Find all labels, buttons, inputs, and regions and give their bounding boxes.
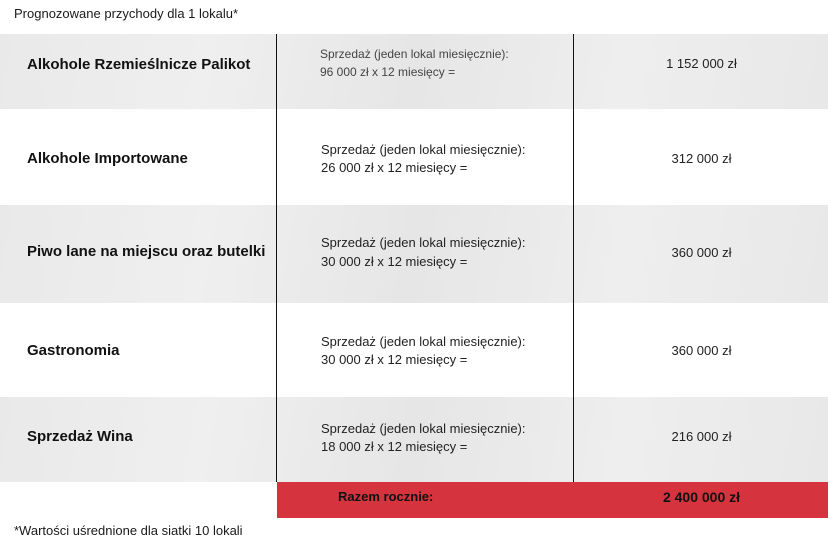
table-row: [0, 205, 828, 303]
amount: 1 152 000 zł: [666, 56, 737, 71]
amount: 216 000 zł: [671, 429, 732, 444]
column-divider-right: [573, 34, 574, 482]
total-value: 2 400 000 zł: [662, 489, 741, 505]
footnote: *Wartości uśrednione dla siatki 10 lokali: [14, 523, 243, 538]
calc-line-2: 26 000 zł x 12 miesięcy =: [321, 160, 468, 175]
calc-line-2: 18 000 zł x 12 miesięcy =: [321, 439, 468, 454]
amount: 360 000 zł: [671, 343, 732, 358]
amount: 312 000 zł: [671, 151, 732, 166]
table-row: [0, 303, 828, 397]
calc-line-1: Sprzedaż (jeden lokal miesięcznie):: [321, 235, 526, 250]
calc-line-2: 30 000 zł x 12 miesięcy =: [321, 254, 468, 269]
amount: 360 000 zł: [671, 245, 732, 260]
category-name: Alkohole Rzemieślnicze Palikot: [27, 56, 251, 73]
calc-line-1: Sprzedaż (jeden lokal miesięcznie):: [320, 47, 509, 61]
calc-line-1: Sprzedaż (jeden lokal miesięcznie):: [321, 421, 526, 436]
calc-line-1: Sprzedaż (jeden lokal miesięcznie):: [321, 334, 526, 349]
total-label: Razem rocznie:: [338, 489, 434, 504]
table-row: [0, 397, 828, 482]
calc-line-1: Sprzedaż (jeden lokal miesięcznie):: [321, 142, 526, 157]
category-name: Piwo lane na miejscu oraz butelki: [27, 243, 266, 260]
column-divider-left: [276, 34, 277, 482]
category-name: Alkohole Importowane: [27, 150, 188, 167]
calc-line-2: 30 000 zł x 12 miesięcy =: [321, 352, 468, 367]
calc-line-2: 96 000 zł x 12 miesięcy =: [320, 65, 456, 79]
table-row: [0, 34, 828, 109]
category-name: Gastronomia: [27, 342, 120, 359]
category-name: Sprzedaż Wina: [27, 428, 133, 445]
page-title: Prognozowane przychody dla 1 lokalu*: [14, 6, 239, 21]
table-row: [0, 109, 828, 205]
